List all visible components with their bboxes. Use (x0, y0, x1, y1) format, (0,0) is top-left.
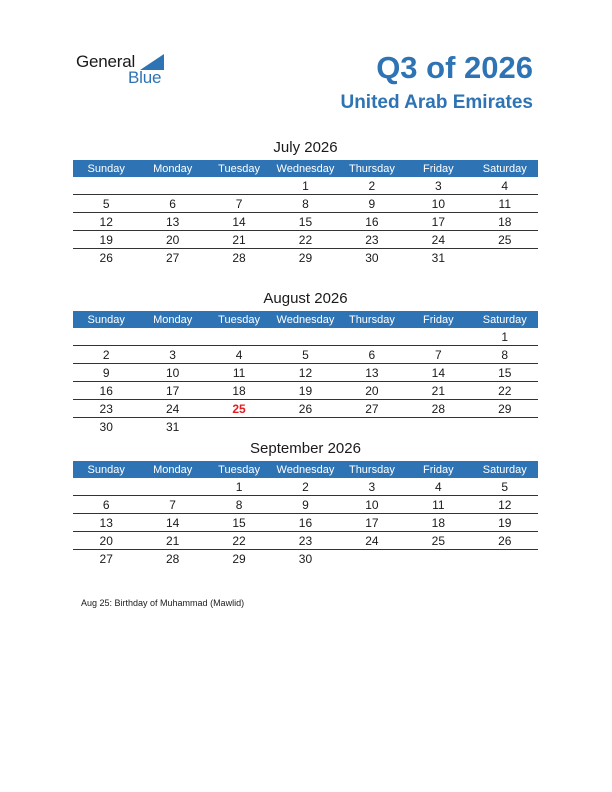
day-cell: 13 (73, 514, 139, 532)
day-cell: 8 (272, 195, 338, 213)
week-row (73, 550, 538, 568)
day-cell: 4 (472, 177, 538, 195)
month-title: August 2026 (263, 290, 348, 307)
day-cell: 19 (73, 231, 139, 249)
day-cell: 7 (206, 195, 272, 213)
weekday-header: Tuesday (206, 311, 272, 328)
day-cell (472, 418, 538, 436)
day-cell: 1 (272, 177, 338, 195)
day-cell: 10 (405, 195, 471, 213)
day-cell: 9 (339, 195, 405, 213)
weekday-header: Monday (139, 311, 205, 328)
day-cell (73, 177, 139, 195)
day-cell: 1 (472, 328, 538, 346)
day-cell: 26 (472, 532, 538, 550)
day-cell: 29 (232, 551, 246, 566)
day-cell (206, 328, 272, 346)
day-cell: 6 (73, 496, 139, 514)
day-cell: 30 (99, 419, 113, 434)
day-cell: 13 (139, 213, 205, 231)
weekday-header: Sunday (73, 311, 139, 328)
day-cell: 14 (139, 514, 205, 532)
week-row (73, 231, 538, 249)
day-cell: 6 (139, 195, 205, 213)
page-subtitle: United Arab Emirates (340, 92, 533, 113)
day-cell (272, 418, 338, 436)
day-cell: 26 (99, 250, 113, 265)
day-cell: 21 (206, 231, 272, 249)
week-row (73, 328, 538, 346)
day-cell: 5 (472, 478, 538, 496)
day-cell (73, 478, 139, 496)
day-cell: 30 (365, 250, 379, 265)
day-cell: 2 (73, 346, 139, 364)
day-cell (206, 177, 272, 195)
day-cell (472, 550, 538, 568)
day-cell: 8 (206, 496, 272, 514)
day-cell: 6 (339, 346, 405, 364)
week-row (73, 213, 538, 231)
day-cell: 29 (472, 400, 538, 418)
day-cell: 11 (405, 496, 471, 514)
day-cell: 4 (405, 478, 471, 496)
week-row (73, 418, 538, 436)
month-calendar (73, 437, 538, 567)
day-cell: 25 (405, 532, 471, 550)
weekday-header: Sunday (73, 461, 139, 478)
calendar-grid (73, 461, 538, 567)
day-cell: 14 (206, 213, 272, 231)
day-cell: 8 (472, 346, 538, 364)
day-cell: 22 (272, 231, 338, 249)
day-cell: 24 (405, 231, 471, 249)
day-cell (339, 418, 405, 436)
day-cell: 9 (272, 496, 338, 514)
day-cell: 7 (405, 346, 471, 364)
day-cell: 12 (73, 213, 139, 231)
weekday-header: Thursday (339, 311, 405, 328)
day-cell: 12 (272, 364, 338, 382)
day-cell (405, 550, 471, 568)
page-title: Q3 of 2026 (376, 50, 533, 85)
day-cell: 16 (272, 514, 338, 532)
weekday-header: Tuesday (206, 461, 272, 478)
day-cell: 17 (405, 213, 471, 231)
day-cell: 23 (73, 400, 139, 418)
day-cell: 19 (272, 382, 338, 400)
day-cell: 5 (272, 346, 338, 364)
weekday-header: Saturday (472, 160, 538, 177)
day-cell (272, 328, 338, 346)
day-cell: 31 (165, 419, 180, 434)
day-cell (339, 328, 405, 346)
day-cell: 20 (73, 532, 139, 550)
day-cell: 21 (405, 382, 471, 400)
day-cell: 26 (272, 400, 338, 418)
day-cell: 28 (405, 400, 471, 418)
day-cell: 3 (139, 346, 205, 364)
weekday-header-row (73, 311, 538, 328)
day-cell (339, 550, 405, 568)
weekday-header: Saturday (472, 311, 538, 328)
day-cell: 9 (73, 364, 139, 382)
day-cell: 16 (73, 382, 139, 400)
day-cell: 24 (339, 532, 405, 550)
week-row (73, 514, 538, 532)
day-cell: 11 (206, 364, 272, 382)
day-cell: 24 (139, 400, 205, 418)
day-cell: 28 (232, 250, 246, 265)
week-row (73, 195, 538, 213)
week-row (73, 496, 538, 514)
day-cell: 12 (472, 496, 538, 514)
day-cell: 18 (206, 382, 272, 400)
day-cell: 1 (206, 478, 272, 496)
day-cell: 27 (339, 400, 405, 418)
day-cell: 27 (165, 250, 180, 265)
day-cell: 17 (139, 382, 205, 400)
weekday-header: Thursday (339, 461, 405, 478)
day-cell: 2 (272, 478, 338, 496)
week-row (73, 249, 538, 267)
week-row (73, 346, 538, 364)
day-cell: 30 (298, 551, 313, 566)
day-cell: 10 (139, 364, 205, 382)
day-cell (405, 328, 471, 346)
week-row (73, 532, 538, 550)
weekday-header: Wednesday (272, 160, 338, 177)
day-cell: 25 (472, 231, 538, 249)
month-calendar (73, 287, 538, 435)
day-cell: 22 (472, 382, 538, 400)
day-cell: 18 (405, 514, 471, 532)
weekday-header: Wednesday (272, 311, 338, 328)
weekday-header: Thursday (339, 160, 405, 177)
weekday-header-row (73, 160, 538, 177)
logo-text-general: General (76, 52, 136, 71)
weekday-header: Wednesday (272, 461, 338, 478)
day-cell: 16 (339, 213, 405, 231)
day-cell (139, 177, 205, 195)
day-cell: 15 (206, 514, 272, 532)
day-cell: 7 (139, 496, 205, 514)
day-cell (73, 328, 139, 346)
day-cell: 27 (99, 551, 113, 566)
day-cell: 21 (139, 532, 205, 550)
weekday-header: Friday (405, 461, 471, 478)
day-cell: 23 (339, 231, 405, 249)
day-cell: 19 (472, 514, 538, 532)
day-cell: 5 (73, 195, 139, 213)
logo-text-blue: Blue (128, 68, 162, 87)
day-cell (206, 418, 272, 436)
week-row (73, 400, 538, 418)
day-cell: 14 (405, 364, 471, 382)
weekday-header: Sunday (73, 160, 139, 177)
day-cell: 15 (472, 364, 538, 382)
week-row (73, 364, 538, 382)
weekday-header: Saturday (472, 461, 538, 478)
month-title: July 2026 (273, 139, 338, 156)
day-cell: 3 (405, 177, 471, 195)
day-cell (405, 418, 471, 436)
day-cell: 10 (339, 496, 405, 514)
holiday-note: Aug 25: Birthday of Muhammad (Mawlid) (81, 598, 245, 608)
month-calendar (73, 136, 538, 266)
day-cell: 20 (139, 231, 205, 249)
day-cell: 31 (431, 250, 445, 265)
day-cell: 2 (339, 177, 405, 195)
weekday-header: Monday (139, 160, 205, 177)
weekday-header: Friday (405, 160, 471, 177)
weekday-header: Friday (405, 311, 471, 328)
day-cell: 15 (272, 213, 338, 231)
weekday-header: Monday (139, 461, 205, 478)
day-cell: 4 (206, 346, 272, 364)
weekday-header: Tuesday (206, 160, 272, 177)
day-cell: 22 (206, 532, 272, 550)
weekday-header-row (73, 461, 538, 478)
day-cell: 28 (165, 551, 180, 566)
brand-logo (76, 52, 176, 88)
day-cell: 3 (339, 478, 405, 496)
week-row (73, 478, 538, 496)
holiday-day-cell: 25 (206, 400, 272, 418)
day-cell (472, 249, 538, 267)
day-cell (139, 478, 205, 496)
day-cell: 11 (472, 195, 538, 213)
week-row (73, 382, 538, 400)
day-cell: 23 (272, 532, 338, 550)
day-cell: 29 (298, 250, 313, 265)
week-row (73, 177, 538, 195)
calendar-grid (73, 160, 538, 266)
day-cell: 13 (339, 364, 405, 382)
day-cell: 17 (339, 514, 405, 532)
month-title: September 2026 (250, 440, 361, 457)
day-cell (139, 328, 205, 346)
day-cell: 20 (339, 382, 405, 400)
day-cell: 18 (472, 213, 538, 231)
calendar-grid (73, 311, 538, 435)
